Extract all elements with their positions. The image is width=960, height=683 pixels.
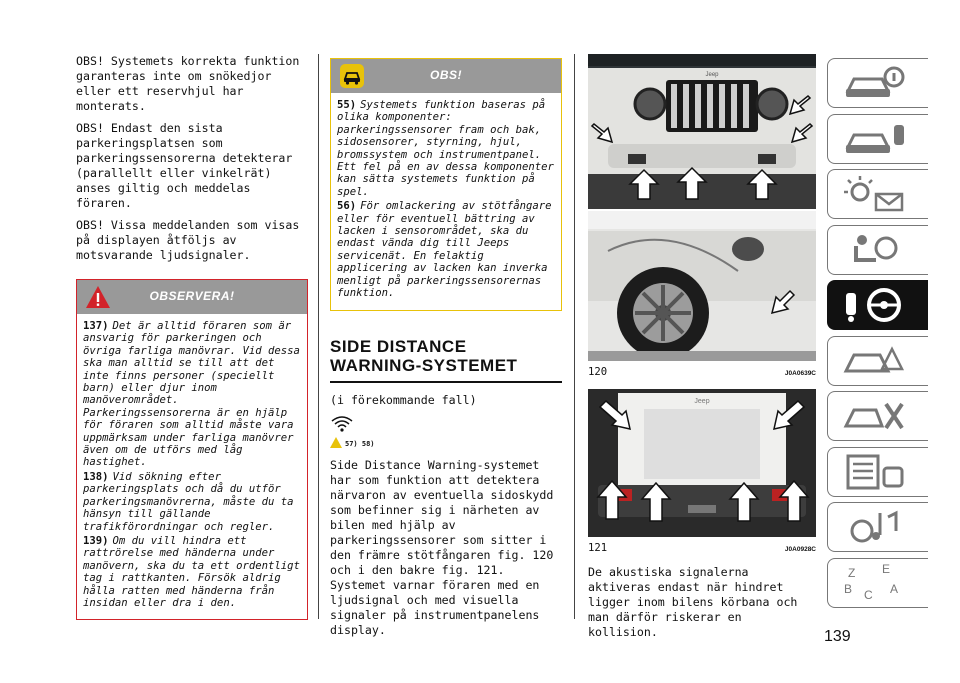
figure-number: 120: [588, 366, 608, 378]
obs-paragraph-3: OBS! Vissa meddelanden som visas på displayen åtföljs av motsvarande ljudsignaler.: [76, 218, 300, 262]
tab-car-key[interactable]: [827, 114, 928, 164]
column-2: [330, 54, 562, 645]
tab-multimedia[interactable]: [827, 502, 928, 552]
sdw-paragraph-2: Systemet varnar föraren med en ljudsignal och med visuella signaler på instrumentpanelens display.: [330, 577, 540, 637]
jeep-logo: Jeep: [705, 72, 719, 78]
tab-maintenance[interactable]: [827, 391, 928, 441]
tab-index[interactable]: [827, 558, 928, 608]
obs-item: 55) Systemets funktion baseras på olika komponenter: parkeringssensorer fram och bak, sidosensorer, styrning, hjul, bromssystem och instrumentpanel. Ett fel på en av dessa komponenter kan sätta systemets funktion på spel.: [337, 99, 554, 198]
obs-paragraph-1: OBS! Systemets korrekta funktion garanteras inte om snökedjor eller ett reservhjul har monterats.: [76, 54, 300, 113]
rear-bumper-photo: [588, 389, 816, 537]
svg-text:C: C: [864, 587, 873, 602]
wifi-icon: [330, 415, 562, 433]
airbag-seat-icon: [842, 230, 912, 270]
figure-number: 121: [588, 542, 608, 554]
obs-body: [331, 93, 561, 310]
column-1: [76, 54, 308, 620]
tab-specs[interactable]: [827, 447, 928, 497]
warning-body: [77, 314, 307, 619]
tab-emergency[interactable]: [827, 336, 928, 386]
car-info-icon: [842, 63, 912, 103]
front-bumper-photo: [588, 54, 816, 209]
obs-box: [330, 58, 562, 311]
warning-item: 139) Om du vill hindra ett rattrörelse med händerna under manövern, ska du ta ett ordentligt tag i rattkanten. Försök aldrig hålla ratten med händerna från insidan eller dra i den.: [83, 534, 300, 609]
figure-121-caption: [588, 541, 816, 557]
warning-item: 138) Vid sökning efter parkeringsplats och då du utför parkeringsmanövrerna, måste du ta hänsyn till gällande trafikförordningar och regler.: [83, 470, 294, 533]
obs-item: 56) För omlackering av stötfångare eller för eventuell bättring av lacken i sensorområdet, ska du endast vända dig till Jeeps servicenät. En felaktig applicering av lacken kan inverka menligt på parkeringssensorernas funktion.: [337, 200, 552, 300]
tab-steering-key[interactable]: [827, 280, 928, 330]
emergency-icon: [842, 341, 912, 381]
warning-header: [77, 280, 307, 314]
svg-text:B: B: [844, 581, 853, 596]
obs-title: OBS!: [430, 68, 462, 82]
figure-code: J0A0639C: [784, 370, 816, 377]
warning-lights-icon: [842, 174, 912, 214]
refs-line: [330, 437, 562, 452]
car-key-icon: [842, 119, 912, 159]
obs-header: [331, 59, 561, 93]
tab-car-info[interactable]: [827, 58, 928, 108]
maintenance-tools-icon: [842, 396, 912, 436]
specs-list-icon: [842, 452, 912, 492]
refs-numbers: 57) 58): [345, 439, 375, 448]
column-divider: [318, 54, 319, 619]
svg-text:Z: Z: [848, 565, 856, 580]
warning-title: OBSERVERA!: [149, 289, 235, 303]
sdw-paragraph-1: Side Distance Warning-systemet har som funktion att detektera närvaron av eventuella sidoskydd som befinner sig i närheten av bilen med hjälp av parkeringssensorer som sitter i den främre stötfångaren fig. 120 och i den bakre fig. 121.: [330, 457, 554, 577]
page-number: 139: [824, 628, 851, 645]
multimedia-icon: [842, 507, 912, 547]
chapter-tabs: [827, 58, 928, 613]
column-3: [588, 54, 816, 647]
figure-code: J0A0928C: [784, 546, 816, 553]
svg-text:A: A: [890, 581, 899, 596]
caution-icon: [330, 437, 342, 448]
jeep-logo: Jeep: [694, 398, 710, 405]
obs-paragraph-2: OBS! Endast den sista parkeringsplatsen som parkeringssensorerna detekterar (parallellt eller vinkelrät) anses giltig och meddelas föraren.: [76, 121, 293, 210]
column-divider: [574, 54, 575, 619]
tab-airbag-seat[interactable]: [827, 225, 928, 275]
tab-warning-lights[interactable]: [827, 169, 928, 219]
warning-item: 137) Det är alltid föraren som är ansvarig för parkeringen och övriga farliga manövrar. Vid dessa ska man alltid se till att det inte finns personer (speciellt barn) eller djur inom manöverområdet. Parkeringssensorerna är en hjälp för föraren som alltid måste vara uppmärksam under farliga manövrer även om de utförs med låg hastighet.: [83, 320, 300, 469]
index-letters-icon: [842, 563, 912, 603]
section-title: SIDE DISTANCE WARNING-SYSTEMET: [330, 337, 562, 383]
svg-text:E: E: [882, 562, 891, 576]
availability-note: (i förekommande fall): [330, 392, 477, 407]
acoustic-paragraph: De akustiska signalerna aktiveras endast när hindret ligger inom bilens körbana och man därför riskerar en kollision.: [588, 565, 798, 639]
side-wheel-photo: [588, 211, 816, 361]
steering-key-icon: [842, 285, 912, 325]
figure-120-caption: [588, 365, 816, 381]
warning-box: [76, 279, 308, 620]
